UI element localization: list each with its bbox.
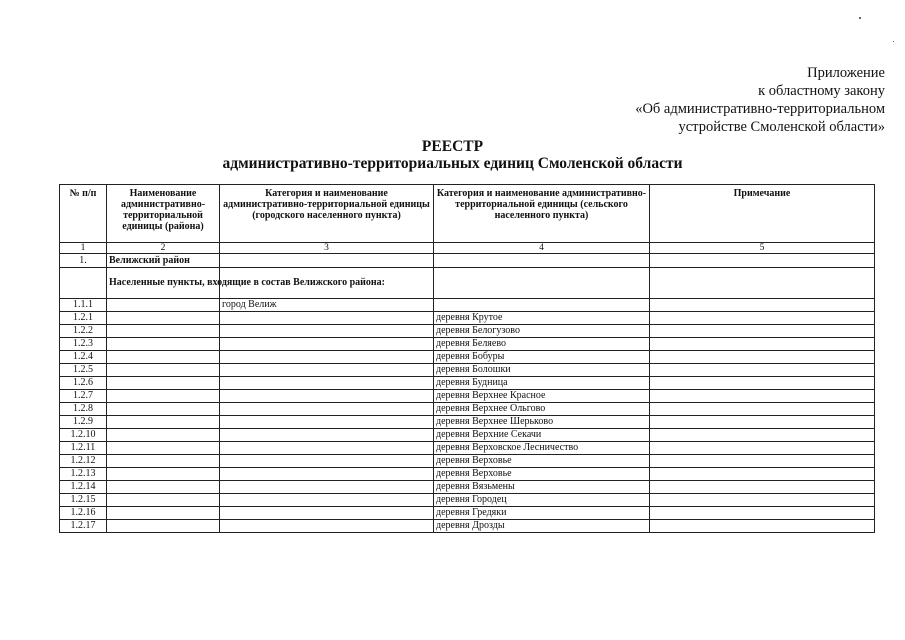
row-urban (220, 481, 434, 494)
district-number: 1. (60, 254, 107, 268)
column-number: 5 (650, 243, 875, 254)
appendix-line: «Об административно-территориальном (635, 101, 885, 117)
row-district (107, 468, 220, 481)
table-row (60, 429, 875, 442)
row-rural: деревня Верхние Секачи (434, 429, 650, 442)
row-urban (220, 442, 434, 455)
row-urban (220, 377, 434, 390)
row-district (107, 351, 220, 364)
header-number: № п/п (60, 185, 107, 243)
column-number: 4 (434, 243, 650, 254)
row-rural: деревня Верхнее Ольгово (434, 403, 650, 416)
row-district (107, 416, 220, 429)
row-urban (220, 494, 434, 507)
row-urban (220, 455, 434, 468)
row-urban (220, 403, 434, 416)
row-district (107, 429, 220, 442)
row-rural: деревня Верховье (434, 455, 650, 468)
table-row (60, 520, 875, 533)
row-district (107, 403, 220, 416)
row-district (107, 494, 220, 507)
row-urban (220, 312, 434, 325)
document-subtitle: административно-территориальных единиц Смоленской области (222, 155, 683, 172)
row-urban (220, 507, 434, 520)
registry-table (59, 184, 875, 533)
row-district (107, 390, 220, 403)
row-district (107, 507, 220, 520)
table-row (60, 338, 875, 351)
row-note (650, 299, 875, 312)
row-urban (220, 416, 434, 429)
table-row (60, 364, 875, 377)
header-district: Наименование административно-территориальной единицы (района) (107, 185, 220, 243)
row-note (650, 520, 875, 533)
row-district (107, 338, 220, 351)
row-district (107, 455, 220, 468)
row-note (650, 416, 875, 429)
table-header-row (60, 185, 875, 243)
row-number: 1.2.13 (60, 468, 107, 481)
row-note (650, 481, 875, 494)
row-number: 1.2.11 (60, 442, 107, 455)
row-urban (220, 520, 434, 533)
row-note (650, 325, 875, 338)
row-number: 1.2.12 (60, 455, 107, 468)
row-number: 1.2.17 (60, 520, 107, 533)
row-rural: деревня Болошки (434, 364, 650, 377)
subheader-row (60, 268, 875, 299)
table-row (60, 377, 875, 390)
row-rural: деревня Верховье (434, 468, 650, 481)
row-number: 1.2.1 (60, 312, 107, 325)
row-district (107, 481, 220, 494)
row-number: 1.2.14 (60, 481, 107, 494)
district-name: Велижский район (107, 254, 220, 268)
appendix-block (635, 64, 885, 136)
row-urban (220, 338, 434, 351)
row-note (650, 494, 875, 507)
row-note (650, 312, 875, 325)
row-urban: город Велиж (220, 299, 434, 312)
row-urban (220, 429, 434, 442)
row-rural: деревня Верхнее Красное (434, 390, 650, 403)
table-row (60, 468, 875, 481)
row-district (107, 364, 220, 377)
row-note (650, 429, 875, 442)
row-urban (220, 364, 434, 377)
row-note (650, 507, 875, 520)
table-row (60, 481, 875, 494)
row-number: 1.2.6 (60, 377, 107, 390)
document-title: РЕЕСТР (421, 138, 484, 155)
table-row (60, 390, 875, 403)
subheader-text: Населенные пункты, входящие в состав Велижского района: (107, 268, 220, 299)
row-rural: деревня Беляево (434, 338, 650, 351)
row-rural: деревня Будница (434, 377, 650, 390)
column-number: 2 (107, 243, 220, 254)
row-number: 1.2.2 (60, 325, 107, 338)
row-district (107, 299, 220, 312)
row-district (107, 520, 220, 533)
row-rural: деревня Бобуры (434, 351, 650, 364)
row-number: 1.1.1 (60, 299, 107, 312)
row-note (650, 442, 875, 455)
row-number: 1.2.15 (60, 494, 107, 507)
row-district (107, 312, 220, 325)
row-number: 1.2.3 (60, 338, 107, 351)
row-number: 1.2.8 (60, 403, 107, 416)
row-note (650, 351, 875, 364)
table-row (60, 351, 875, 364)
row-note (650, 403, 875, 416)
row-rural (434, 299, 650, 312)
table-row (60, 507, 875, 520)
row-note (650, 468, 875, 481)
row-number: 1.2.4 (60, 351, 107, 364)
row-note (650, 377, 875, 390)
row-rural: деревня Вязьмены (434, 481, 650, 494)
row-number: 1.2.10 (60, 429, 107, 442)
row-rural: деревня Верхнее Шерьково (434, 416, 650, 429)
row-note (650, 364, 875, 377)
row-rural: деревня Городец (434, 494, 650, 507)
table-row (60, 416, 875, 429)
table-row (60, 403, 875, 416)
row-district (107, 377, 220, 390)
row-rural: деревня Верховское Лесничество (434, 442, 650, 455)
row-rural: деревня Дрозды (434, 520, 650, 533)
table-row (60, 312, 875, 325)
scan-speck (893, 41, 894, 42)
district-row (60, 254, 875, 268)
row-number: 1.2.9 (60, 416, 107, 429)
row-note (650, 390, 875, 403)
scan-speck (859, 17, 861, 19)
column-number-row (60, 243, 875, 254)
table-row (60, 442, 875, 455)
appendix-line: Приложение (807, 65, 885, 81)
row-urban (220, 351, 434, 364)
row-district (107, 325, 220, 338)
row-number: 1.2.5 (60, 364, 107, 377)
header-urban: Категория и наименование административно-территориальной единицы (городского населенного пункта) (220, 185, 434, 243)
appendix-line: к областному закону (758, 83, 885, 99)
table-row (60, 299, 875, 312)
column-number: 3 (220, 243, 434, 254)
table-row (60, 494, 875, 507)
row-rural: деревня Гредяки (434, 507, 650, 520)
row-rural: деревня Крутое (434, 312, 650, 325)
row-district (107, 442, 220, 455)
row-urban (220, 390, 434, 403)
row-number: 1.2.7 (60, 390, 107, 403)
appendix-line: устройстве Смоленской области» (678, 119, 885, 135)
row-urban (220, 468, 434, 481)
column-number: 1 (60, 243, 107, 254)
row-urban (220, 325, 434, 338)
row-number: 1.2.16 (60, 507, 107, 520)
row-rural: деревня Белогузово (434, 325, 650, 338)
row-note (650, 455, 875, 468)
row-note (650, 338, 875, 351)
table-row (60, 455, 875, 468)
header-note: Примечание (650, 185, 875, 243)
header-rural: Категория и наименование административно-территориальной единицы (сельского населенного пункта) (434, 185, 650, 243)
table-row (60, 325, 875, 338)
